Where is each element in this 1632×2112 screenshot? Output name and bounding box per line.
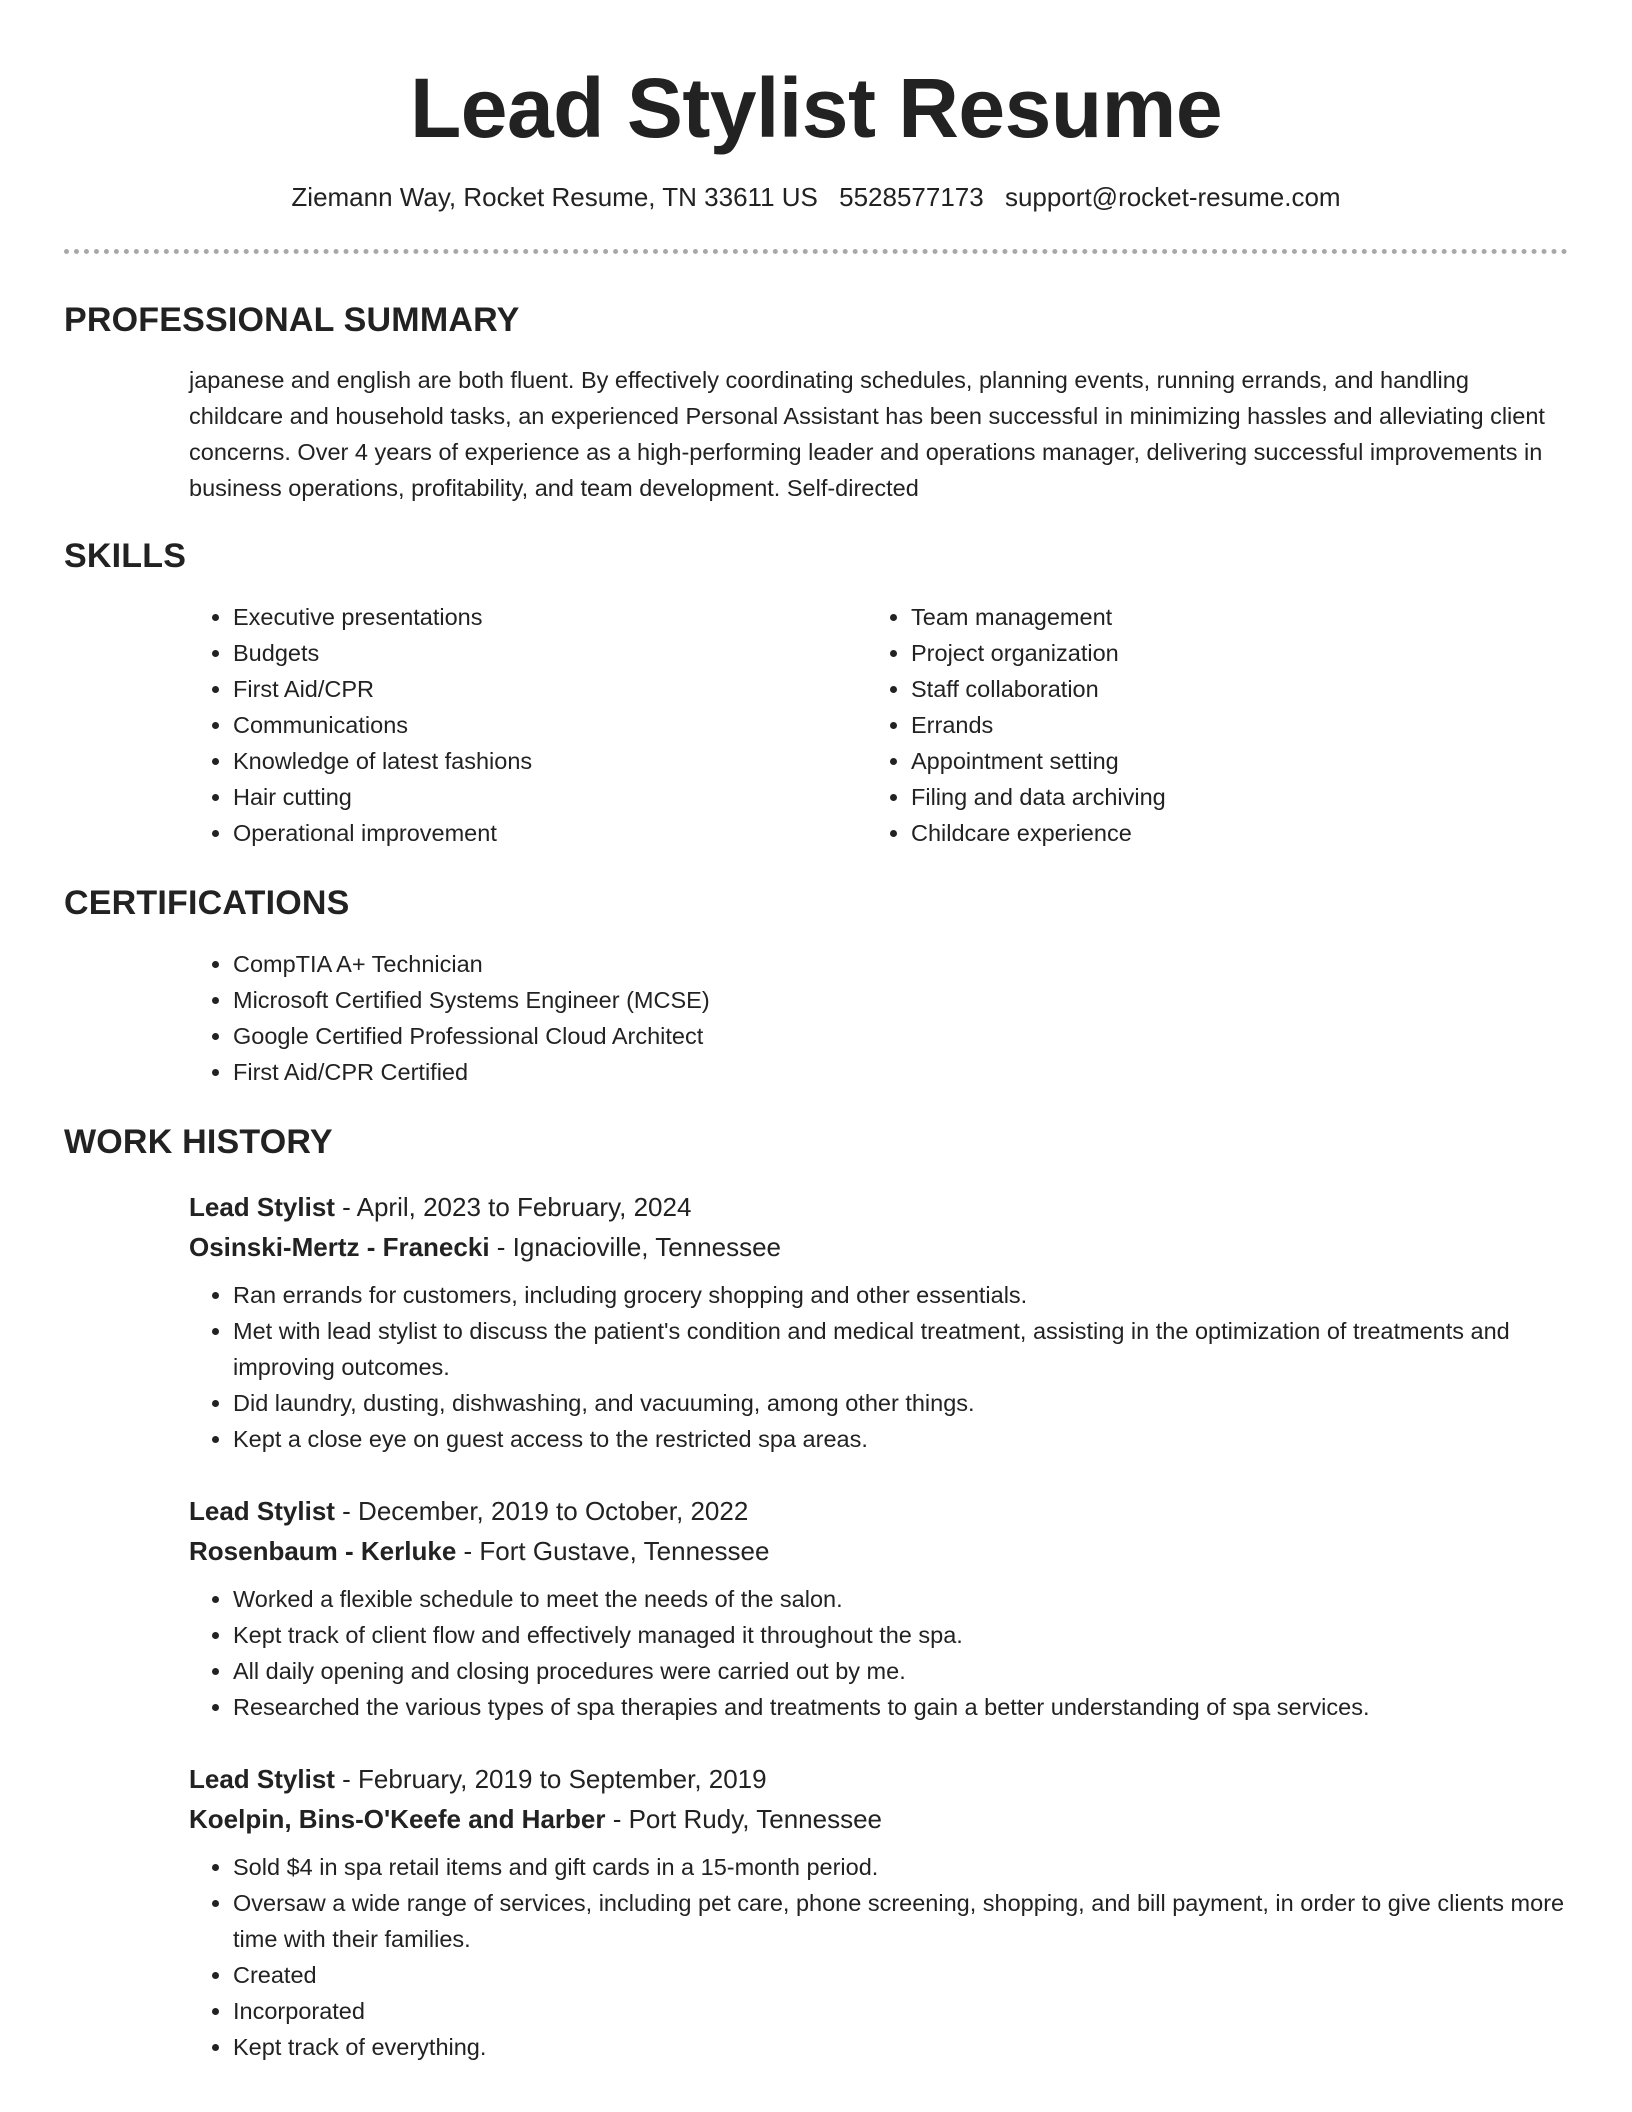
certification-item: • Google Certified Professional Cloud Architect	[233, 1018, 1568, 1054]
job-company: Koelpin, Bins-O'Keefe and Harber	[189, 1803, 606, 1834]
job-location: - Fort Gustave, Tennessee	[456, 1535, 770, 1566]
skill-item: • Childcare experience	[911, 815, 1545, 851]
skill-item: • Team management	[911, 599, 1545, 635]
job-entry	[189, 1759, 1568, 2065]
job-bullet: • Sold $4 in spa retail items and gift cards in a 15-month period.	[233, 1849, 1568, 1885]
skill-item: • Filing and data archiving	[911, 779, 1545, 815]
job-company-line	[189, 1227, 1568, 1267]
skills-heading: SKILLS	[64, 537, 187, 576]
job-location: - Ignacioville, Tennessee	[489, 1231, 782, 1262]
job-title: Lead Stylist	[189, 1191, 335, 1222]
contact-line	[64, 181, 1568, 215]
job-bullet: • Kept track of everything.	[233, 2029, 1568, 2065]
job-company-line	[189, 1531, 1568, 1571]
job-bullet: • Kept track of client flow and effectively managed it throughout the spa.	[233, 1617, 1568, 1653]
job-bullet: • Kept a close eye on guest access to the restricted spa areas.	[233, 1421, 1568, 1457]
job-dates: - December, 2019 to October, 2022	[334, 1495, 749, 1526]
skill-item: • Errands	[911, 707, 1545, 743]
header-divider	[64, 249, 1568, 254]
job-bullet: • Met with lead stylist to discuss the patient's condition and medical treatment, assisting in the optimization of treatments and improving outcomes.	[233, 1313, 1568, 1385]
work-history-heading: WORK HISTORY	[64, 1122, 333, 1161]
skill-item: • Operational improvement	[233, 815, 867, 851]
job-bullet: • Oversaw a wide range of services, including pet care, phone screening, shopping, and bill payment, in order to give clients more time with their families.	[233, 1885, 1568, 1957]
job-bullet: • Ran errands for customers, including grocery shopping and other essentials.	[233, 1277, 1568, 1313]
job-entry	[189, 1491, 1568, 1725]
skills-grid	[189, 599, 1568, 851]
skill-item: • Appointment setting	[911, 743, 1545, 779]
job-title-line	[189, 1759, 1568, 1799]
skill-item: • First Aid/CPR	[233, 671, 867, 707]
skills-list-right	[867, 599, 1545, 851]
job-bullet: • Incorporated	[233, 1993, 1568, 2029]
skill-item: • Hair cutting	[233, 779, 867, 815]
job-location: - Port Rudy, Tennessee	[605, 1803, 883, 1834]
certification-item: • CompTIA A+ Technician	[233, 946, 1568, 982]
job-dates: - February, 2019 to September, 2019	[334, 1763, 767, 1794]
skills-column-left	[189, 599, 867, 851]
job-bullets	[189, 1849, 1568, 2065]
job-bullet: • Worked a flexible schedule to meet the needs of the salon.	[233, 1581, 1568, 1617]
job-company-line	[189, 1799, 1568, 1839]
job-bullets	[189, 1277, 1568, 1457]
skill-item: • Knowledge of latest fashions	[233, 743, 867, 779]
skills-column-right	[867, 599, 1545, 851]
contact-email: support@rocket-resume.com	[1004, 181, 1341, 212]
job-title: Lead Stylist	[189, 1763, 335, 1794]
job-bullet: • Researched the various types of spa therapies and treatments to gain a better understanding of spa services.	[233, 1689, 1568, 1725]
contact-address: Ziemann Way, Rocket Resume, TN 33611 US	[291, 181, 818, 212]
certifications-list-wrapper	[189, 946, 1568, 1090]
skill-item: • Budgets	[233, 635, 867, 671]
skill-item: • Executive presentations	[233, 599, 867, 635]
skill-item: • Project organization	[911, 635, 1545, 671]
summary-text: japanese and english are both fluent. By effectively coordinating schedules, planning events, running errands, and handling childcare and household tasks, an experienced Personal Assistant has been successful in minimizing hassles and alleviating client concerns. Over 4 years of experience as a high-performing leader and operations manager, delivering successful improvements in business operations, profitability, and team development. Self-directed	[189, 367, 1545, 502]
skill-item: • Staff collaboration	[911, 671, 1545, 707]
job-title-line	[189, 1187, 1568, 1227]
job-entry	[189, 1187, 1568, 1457]
contact-phone: 5528577173	[839, 181, 984, 212]
job-dates: - April, 2023 to February, 2024	[334, 1191, 692, 1222]
job-company: Osinski-Mertz - Franecki	[189, 1231, 490, 1262]
certification-item: • Microsoft Certified Systems Engineer (MCSE)	[233, 982, 1568, 1018]
job-title: Lead Stylist	[189, 1495, 335, 1526]
summary-heading: PROFESSIONAL SUMMARY	[64, 300, 520, 339]
job-title-line	[189, 1491, 1568, 1531]
job-bullet: • Did laundry, dusting, dishwashing, and vacuuming, among other things.	[233, 1385, 1568, 1421]
resume-title: Lead Stylist Resume	[409, 61, 1223, 155]
certification-item: • First Aid/CPR Certified	[233, 1054, 1568, 1090]
job-bullet: • Created	[233, 1957, 1568, 1993]
job-bullets	[189, 1581, 1568, 1725]
certifications-heading: CERTIFICATIONS	[64, 884, 350, 923]
skills-list-left	[189, 599, 867, 851]
job-company: Rosenbaum - Kerluke	[189, 1535, 457, 1566]
certifications-list	[189, 946, 1568, 1090]
skill-item: • Communications	[233, 707, 867, 743]
job-bullet: • All daily opening and closing procedures were carried out by me.	[233, 1653, 1568, 1689]
